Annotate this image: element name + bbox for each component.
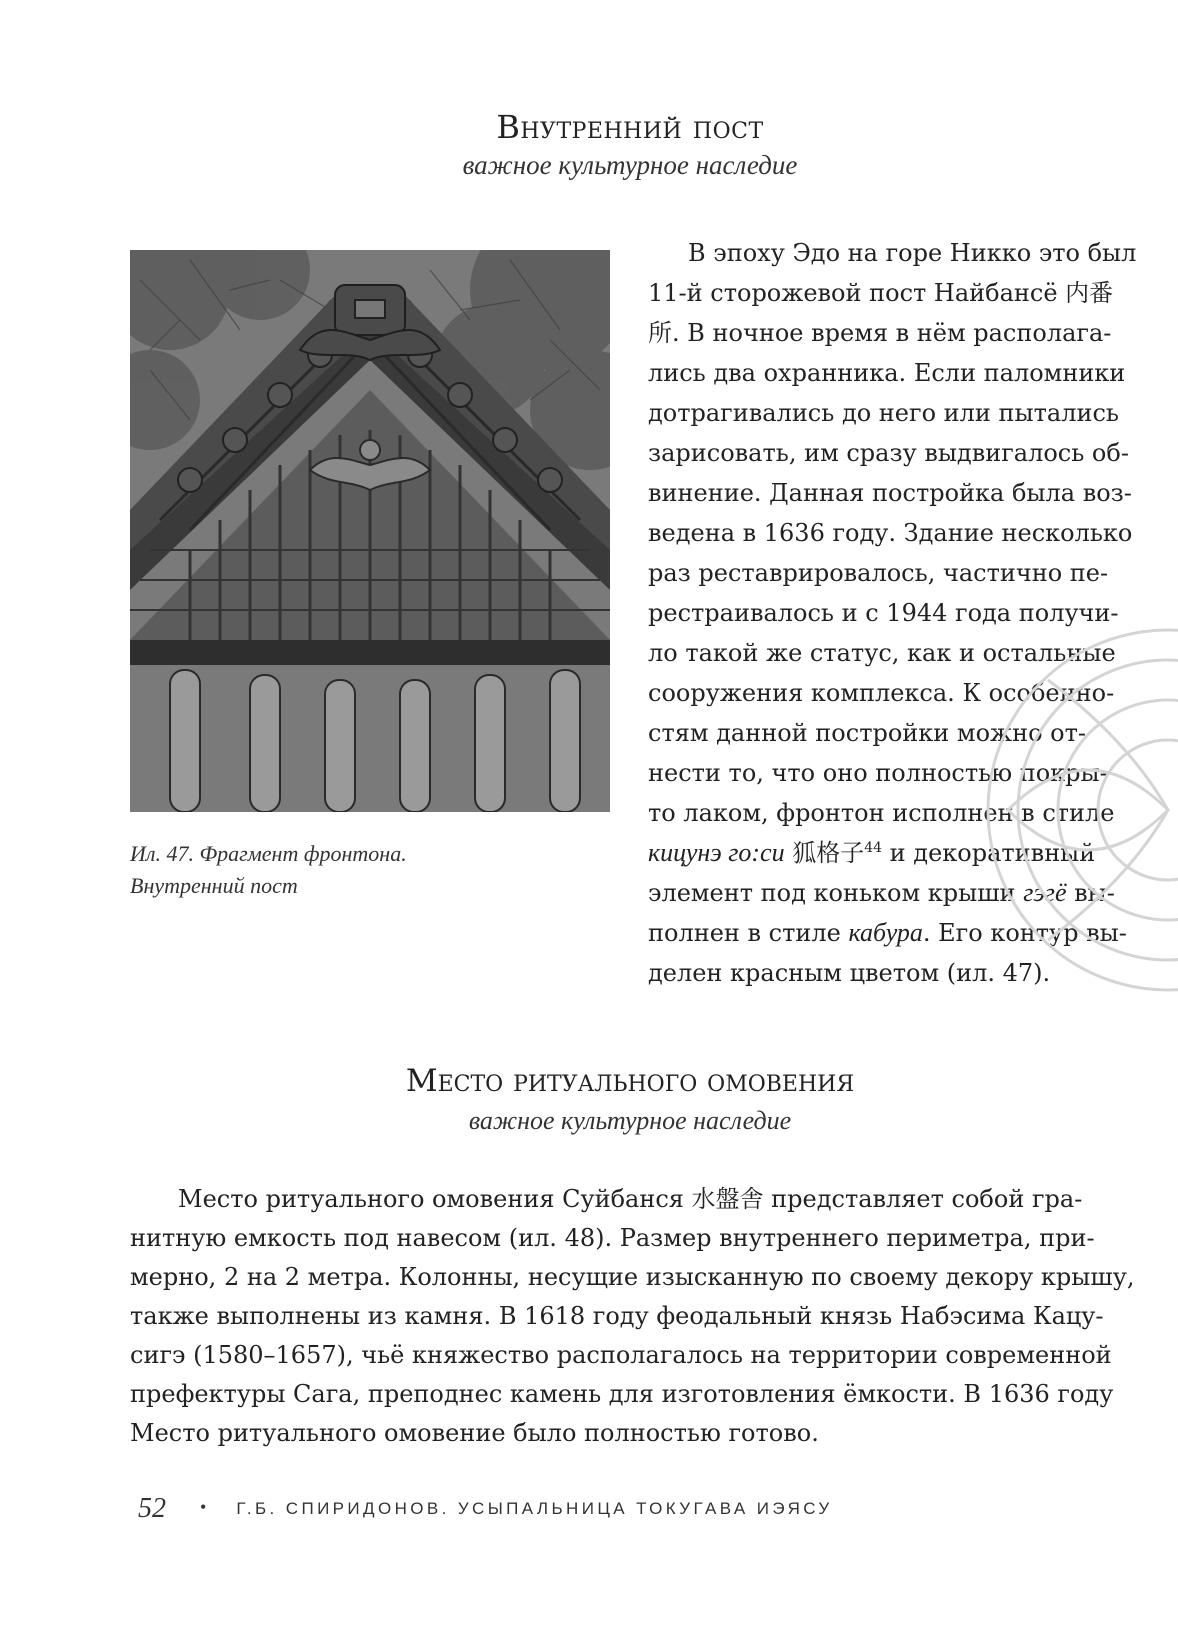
term-kitsune-goshi: кицунэ го:си xyxy=(648,838,785,867)
kanji-text: 狐格子 xyxy=(784,839,865,867)
paragraph-line: зарисовать, им сразу выдвигалось об- xyxy=(648,439,1129,467)
page-footer xyxy=(138,1493,833,1525)
paragraph-line: мерно, 2 на 2 метра. Колонны, несущие изысканную по своему декору крышу, xyxy=(130,1263,1135,1291)
paragraph-line xyxy=(648,873,1128,913)
page-number: 52 xyxy=(138,1493,166,1524)
caption-line: Ил. 47. Фрагмент фронтона. xyxy=(130,841,407,866)
line-text: элемент под коньком крыши xyxy=(648,879,1024,907)
section-title-ablution: Место ритуального омовения xyxy=(405,1063,855,1099)
running-head: Г.Б. СПИРИДОНОВ. УСЫПАЛЬНИЦА ТОКУГАВА ИЭЯСУ xyxy=(236,1499,833,1518)
term-gegyo: гэгё xyxy=(1023,878,1067,907)
paragraph-line: нести то, что оно полностью покры- xyxy=(648,759,1108,787)
paragraph-line: рестраивалось и с 1944 года получи- xyxy=(648,599,1119,627)
line-text: . Его контур вы- xyxy=(922,919,1127,947)
section-subtitle-ablution: важное культурное наследие xyxy=(468,1106,792,1135)
section-title-inner-post: Внутренний пост xyxy=(496,108,764,146)
paragraph-line: также выполнены из камня. В 1618 году феодальный князь Набэсима Кацу- xyxy=(130,1302,1104,1330)
paragraph-line: Место ритуального омовения Суйбанся 水盤舎 представляет собой гра- xyxy=(178,1185,1083,1213)
paragraph-line: сооружения комплекса. К особенно- xyxy=(648,679,1115,707)
gable-photo xyxy=(130,250,610,812)
paragraph-line: ведена в 1636 году. Здание несколько xyxy=(648,519,1133,547)
ablution-paragraph xyxy=(130,1180,1135,1453)
paragraph-line xyxy=(648,833,1128,873)
section-subtitle-inner-post: важное культурное наследие xyxy=(462,150,798,180)
paragraph-line: винение. Данная постройка была воз- xyxy=(648,479,1132,507)
paragraph-line: нитную емкость под навесом (ил. 48). Размер внутреннего периметра, при- xyxy=(130,1224,1095,1252)
line-text: вы- xyxy=(1066,879,1115,907)
paragraph-line xyxy=(648,913,1128,953)
term-kabura: кабура xyxy=(848,918,923,947)
footnote-marker: 44 xyxy=(864,840,883,856)
paragraph-line: ло такой же статус, как и остальные xyxy=(648,639,1116,667)
inner-post-paragraph xyxy=(648,233,1137,993)
line-text: и декоративный xyxy=(882,839,1096,867)
paragraph-line: 11-й сторожевой пост Найбансё 内番 xyxy=(648,279,1114,307)
paragraph-line: лись два охранника. Если паломники xyxy=(648,359,1126,387)
figure-caption xyxy=(130,838,550,902)
paragraph-line: дотрагивались до него или пытались xyxy=(648,399,1119,427)
paragraph-line: то лаком, фронтон исполнен в стиле xyxy=(648,799,1115,827)
line-text: полнен в стиле xyxy=(648,919,849,947)
paragraph-line: В эпоху Эдо на горе Никко это был xyxy=(688,239,1137,267)
paragraph-line: Место ритуального омовение было полностью готово. xyxy=(130,1419,819,1447)
paragraph-line: сигэ (1580–1657), чьё княжество располагалось на территории современной xyxy=(130,1341,1112,1369)
footer-separator: • xyxy=(200,1497,207,1517)
caption-line: Внутренний пост xyxy=(130,873,298,898)
paragraph-line: делен красным цветом (ил. 47). xyxy=(648,959,1051,987)
paragraph-line: стям данной постройки можно от- xyxy=(648,719,1087,747)
paragraph-line: префектуры Сага, преподнес камень для изготовления ёмкости. В 1636 году xyxy=(130,1380,1114,1408)
paragraph-line: 所. В ночное время в нём располага- xyxy=(648,319,1112,347)
paragraph-line: раз реставрировалось, частично пе- xyxy=(648,559,1109,587)
